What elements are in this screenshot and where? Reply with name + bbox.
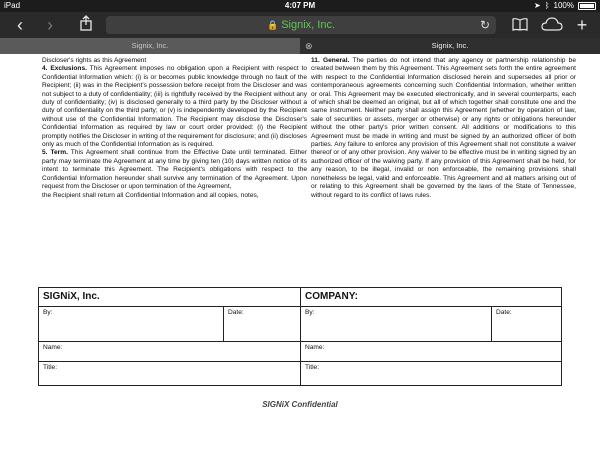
company-name-field[interactable]: Name: <box>305 344 325 351</box>
confidential-footer: SIGNiX Confidential <box>262 400 338 409</box>
bluetooth-icon: ᛒ <box>544 1 550 10</box>
signix-by-field[interactable]: By: <box>39 307 224 341</box>
section-4 <box>42 65 307 149</box>
device-label: iPad <box>4 1 21 10</box>
status-bar <box>0 0 600 12</box>
section-5 <box>42 149 307 191</box>
company-date-field[interactable]: Date: <box>496 309 512 316</box>
signix-date-field[interactable]: Date: <box>224 307 301 341</box>
lock-icon: 🔒 <box>266 20 279 30</box>
back-icon[interactable]: ‹ <box>17 15 23 35</box>
signature-header-row <box>39 288 561 307</box>
address-url <box>106 16 496 34</box>
cloud-icon-glyph <box>541 17 563 31</box>
new-tab-icon[interactable]: + <box>576 15 588 35</box>
battery-percent: 100% <box>553 1 574 10</box>
section-4-heading: 4. Exclusions. <box>42 65 87 73</box>
company-title-field[interactable]: Title: <box>305 364 320 371</box>
forward-icon[interactable]: › <box>47 15 53 35</box>
signix-header: SIGNiX, Inc. <box>39 288 301 306</box>
share-icon-glyph <box>79 15 93 31</box>
tab-bar <box>0 38 600 54</box>
tab-active-label: Signix, Inc. <box>431 41 469 50</box>
company-by-field[interactable]: By: <box>301 307 492 341</box>
tab-inactive[interactable] <box>0 38 301 54</box>
battery-icon <box>578 2 596 10</box>
browser-toolbar <box>0 12 600 38</box>
section-11-heading: 11. General. <box>311 57 350 64</box>
location-icon: ➤ <box>534 1 541 10</box>
close-tab-icon[interactable]: ⊗ <box>305 41 313 51</box>
bookmarks-icon[interactable] <box>510 15 530 35</box>
intro-text: Discloser's rights as this Agreement <box>42 57 147 64</box>
section-4-text: This Agreement imposes no obligation upon a Recipient with respect to Confidential Information which: (i) is or becomes public knowledge through no fault of the Recipient; (ii) was in the Recipient's possession before receipt from the Discloser and was not subject to a duty of confidentiality; (iii) is rightfully received by the Recipient without any duty of confidentiality; (iv) is disclosed generally to a third party by the Discloser without a duty of confidentiality on the third party; or (v) is independently developed by the Recipient without use of the Confidential Information. The Recipient may disclose the Discloser's Confidential Information as required by law or court order provided: (i) the Recipient promptly notifies the Discloser in writing of the requirement for disclosure; and (ii) discloses only as much of the Confidential Information as is required. <box>42 65 307 149</box>
tab-active[interactable] <box>300 38 600 54</box>
signature-by-row <box>39 307 561 342</box>
section-11-text: The parties do not intend that any agency or partnership relationship be created between them by this Agreement. This Agreement sets forth the entire agreement with respect to the Confidential Information disclosed herein and supersedes all prior or contemporaneous agreements concerning such Confidential Information, whether written or oral. This Agreement may be executed electronically, and in several counterparts, each of which shall be deemed an original, but all of which together shall constitute one and the same instrument. Neither party shall assign this Agreement (whether by operation of law, sale of securities or assets, merger or otherwise) or any rights or obligations hereunder without the other party's prior written consent. All additions or modifications to this Agreement must be made in writing and must be signed by an authorized officer of both parties. Any failure to enforce any provision of this Agreement shall not constitute a waiver thereof or of any other provision. Any waiver to be effective must be in writing signed by an authorized officer of the waiving party. If any provision of this Agreement shall be held, for any reason, to be illegal, invalid or non enforceable, the remaining provisions shall nonetheless be legal, valid and enforceable. This Agreement and all matters arising out of or relating to this Agreement shall be governed by the laws of the State of Tennessee, without regard to its conflict of laws rules. <box>311 57 576 199</box>
left-column <box>42 57 307 200</box>
reload-icon[interactable]: ↻ <box>479 18 490 32</box>
section-5-text: This Agreement shall continue from the Effective Date until terminated. Either party may terminate the Agreement at any time by giving ten (10) days written notice of its intent to terminate this Agreement. The Recipient's obligations with respect to the Confidential Information hereunder shall survive any termination of the Agreement. Upon request from the Discloser or upon termination of the Agreement, <box>42 149 307 191</box>
status-right <box>534 0 596 12</box>
signature-name-row <box>39 342 561 362</box>
section-5-heading: 5. Term. <box>42 149 68 157</box>
signature-table <box>38 287 562 386</box>
company-header: COMPANY: <box>305 291 358 302</box>
cloud-tabs-icon[interactable] <box>540 15 564 35</box>
right-column <box>311 57 576 200</box>
signix-title-field[interactable]: Title: <box>39 362 301 385</box>
section-11 <box>311 57 576 200</box>
signix-name-field[interactable]: Name: <box>39 342 301 361</box>
address-bar[interactable] <box>106 16 496 34</box>
address-text: Signix, Inc. <box>281 19 336 31</box>
document-page <box>0 54 600 450</box>
signature-title-row <box>39 362 561 385</box>
share-icon[interactable] <box>76 15 96 35</box>
tab-inactive-label: Signix, Inc. <box>131 41 169 50</box>
bookmarks-icon-glyph <box>512 17 528 31</box>
section-5-tail: the Recipient shall return all Confidential Information and all copies, notes, <box>42 191 259 199</box>
status-time: 4:07 PM <box>284 1 316 10</box>
